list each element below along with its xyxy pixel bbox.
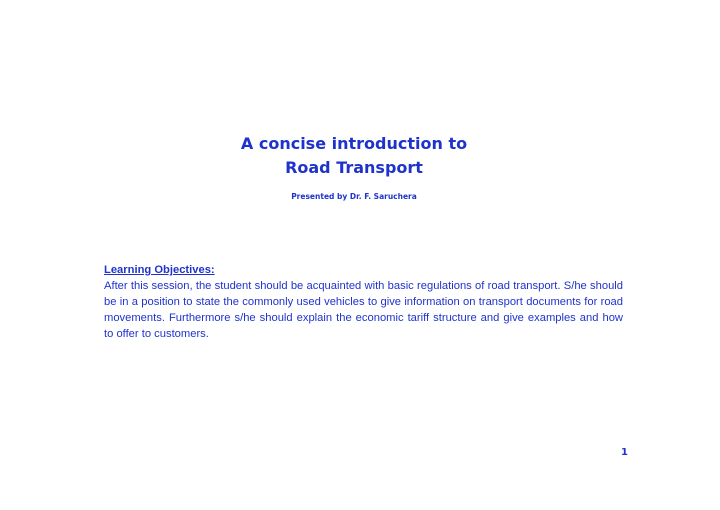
learning-objectives-section (104, 262, 623, 342)
title-line-1: A concise introduction to (240, 134, 468, 153)
presenter-credit: Presented by Dr. F. Saruchera (291, 192, 417, 201)
slide-title (0, 132, 708, 180)
objectives-heading: Learning Objectives: (104, 264, 215, 276)
title-line-2: Road Transport (285, 158, 423, 177)
objectives-text: After this session, the student should be acquainted with basic regulations of road transport. S/he should be in a position to state the commonly used vehicles to give information on transport documents for road movements. Furthermore s/he should explain the economic tariff structure and give examples and how to offer to customers. (104, 280, 623, 340)
page-number: 1 (621, 447, 628, 458)
